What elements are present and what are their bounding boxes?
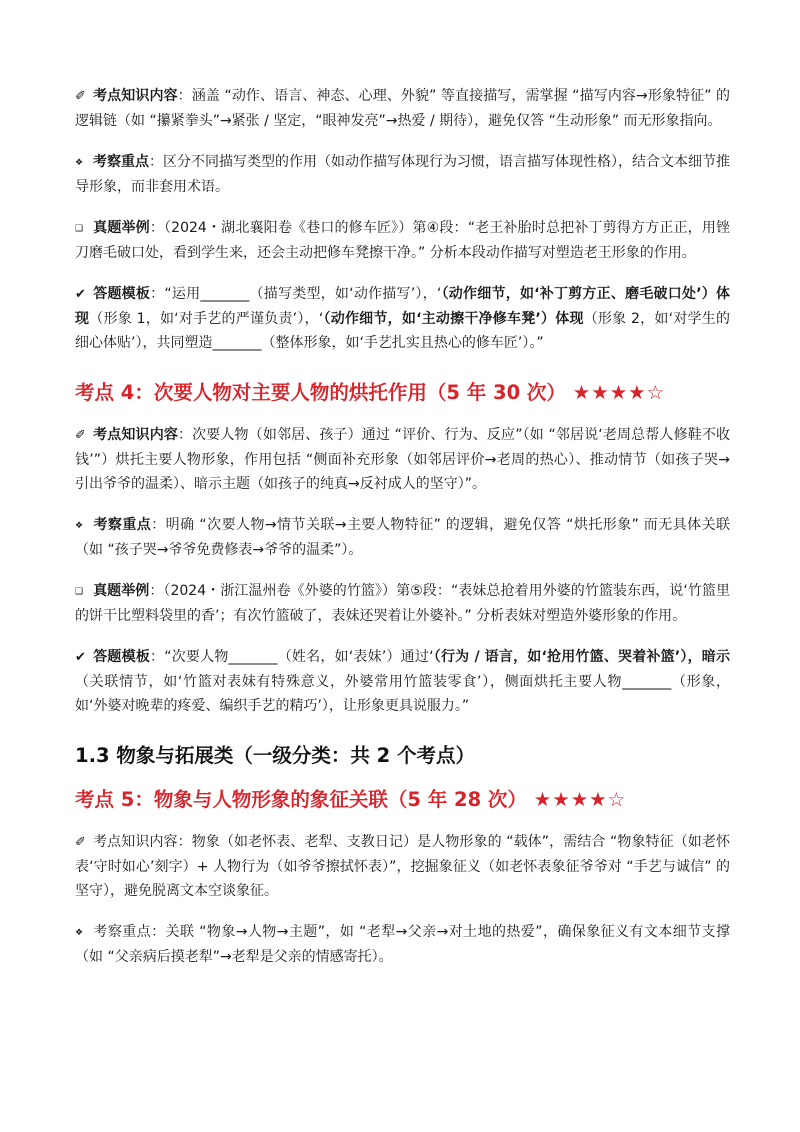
template-text-3: （形象 2，如‘对学生的细心体贴’），共同塑造_______（整体形象，如‘手艺扎实且热心的修车匠’）。” xyxy=(75,311,730,351)
example-text: ：（2024・浙江温州卷《外婆的竹篮》）第⑤段：“表妹总抢着用外婆的竹篮装东西，说‘竹篮里的饼干比塑料袋里的香’；有次竹篮破了，表妹还哭着让外婆补。” 分析表妹对塑造外婆形象的作用。 xyxy=(75,583,730,624)
template-bold-1: （动作细节，如‘补丁剪方正、磨毛破口处’）体现 xyxy=(75,286,731,327)
knowledge-paragraph xyxy=(75,423,730,496)
section-heading-kaodian-5 xyxy=(75,786,730,814)
template-label: 答题模板 xyxy=(93,649,151,665)
template-text-2: （关联情节，如‘竹篮对表妹有特殊意义，外婆常用竹篮装零食’），侧面烘托主要人物_______（形象，如‘外婆对晚辈的疼爱、编织手艺的精巧’），让形象更具说服力。” xyxy=(75,674,730,714)
focus-paragraph xyxy=(75,920,730,969)
focus-label: 考察重点 xyxy=(93,154,149,170)
knowledge-paragraph xyxy=(75,830,730,903)
rating-stars: ★★★★☆ xyxy=(572,381,666,404)
knowledge-label: 考点知识内容 xyxy=(93,427,178,443)
document-page xyxy=(75,84,730,986)
heading-text: 考点 5：物象与人物形象的象征关联（5 年 28 次） xyxy=(75,788,527,811)
template-bold-1: （行为 / 语言，如‘抢用竹篮、哭着补篮’），暗示 xyxy=(433,649,731,665)
knowledge-text: 考点知识内容：物象（如老怀表、老犁、支教日记）是人物形象的 “载体”，需结合 “物象特征（如老怀表‘守时如心’刻字）+ 人物行为（如爷爷擦拭怀表）”，挖掘象征义（如老怀表象征爷爷对 “手艺与诚信” 的坚守），避免脱离文本空谈象征。 xyxy=(75,834,730,899)
template-text-1: ：“次要人物_______（姓名，如‘表妹’）通过‘ xyxy=(150,649,434,665)
template-label: 答题模板 xyxy=(93,286,151,302)
diamond-icon: ❖ xyxy=(75,521,84,531)
pencil-icon: ✐ xyxy=(75,428,86,443)
section-heading-kaodian-4 xyxy=(75,379,730,407)
focus-paragraph xyxy=(75,513,730,562)
template-paragraph xyxy=(75,282,730,355)
focus-text: ：明确 “次要人物→情节关联→主要人物特征” 的逻辑，避免仅答 “烘托形象” 而无具体关联（如 “孩子哭→爷爷免费修表→爷爷的温柔”）。 xyxy=(75,517,731,558)
pencil-icon: ✐ xyxy=(75,835,86,850)
checkbox-icon: ❑ xyxy=(75,587,84,597)
focus-paragraph xyxy=(75,150,730,199)
rating-stars: ★★★★☆ xyxy=(533,788,627,811)
example-paragraph xyxy=(75,216,730,265)
heading-text: 考点 4：次要人物对主要人物的烘托作用（5 年 30 次） xyxy=(75,381,566,404)
checkbox-icon: ❑ xyxy=(75,224,84,234)
template-text-1: ：“运用_______（描写类型，如‘动作描写’），‘ xyxy=(150,286,442,302)
diamond-icon: ❖ xyxy=(75,158,84,168)
example-label: 真题举例 xyxy=(93,220,150,236)
example-text: ：（2024・湖北襄阳卷《巷口的修车匠》）第④段：“老王补胎时总把补丁剪得方方正正，用锉刀磨毛破口处，看到学生来，还会主动把修车凳擦干净。” 分析本段动作描写对塑造老王形象的作用。 xyxy=(75,220,730,261)
subsection-heading-1-3 xyxy=(75,742,730,770)
template-text-2: （形象 1，如‘对手艺的严谨负责’），‘ xyxy=(89,311,324,327)
checkmark-icon: ✔ xyxy=(75,287,86,302)
knowledge-text: ：次要人物（如邻居、孩子）通过 “评价、行为、反应”（如 “邻居说‘老周总帮人修鞋不收钱’”）烘托主要人物形象，作用包括 “侧面补充形象（如邻居评价→老周的热心）、推动情节（如孩子哭→引出爷爷的温柔）、暗示主题（如孩子的纯真→反衬成人的坚守）”。 xyxy=(75,427,730,492)
diamond-icon: ❖ xyxy=(75,928,84,938)
knowledge-label: 考点知识内容 xyxy=(93,88,178,104)
heading-text: 1.3 物象与拓展类（一级分类：共 2 个考点） xyxy=(75,744,475,767)
knowledge-text: ：涵盖 “动作、语言、神态、心理、外貌” 等直接描写，需掌握 “描写内容→形象特征” 的逻辑链（如 “攥紧拳头”→紧张 / 坚定，“眼神发亮”→热爱 / 期待），避免仅答 “生动形象” 而无形象指向。 xyxy=(75,88,731,129)
focus-text: 考察重点：关联 “物象→人物→主题”，如 “老犁→父亲→对土地的热爱”，确保象征义有文本细节支撑（如 “父亲病后摸老犁”→老犁是父亲的情感寄托）。 xyxy=(75,924,730,965)
example-label: 真题举例 xyxy=(93,583,150,599)
focus-text: ：区分不同描写类型的作用（如动作描写体现行为习惯，语言描写体现性格），结合文本细节推导形象，而非套用术语。 xyxy=(75,154,730,195)
checkmark-icon: ✔ xyxy=(75,650,86,665)
template-paragraph xyxy=(75,645,730,718)
template-bold-2: （动作细节，如‘主动擦干净修车凳’）体现 xyxy=(323,311,584,327)
knowledge-paragraph xyxy=(75,84,730,133)
example-paragraph xyxy=(75,579,730,628)
focus-label: 考察重点 xyxy=(93,517,152,533)
pencil-icon: ✐ xyxy=(75,89,86,104)
